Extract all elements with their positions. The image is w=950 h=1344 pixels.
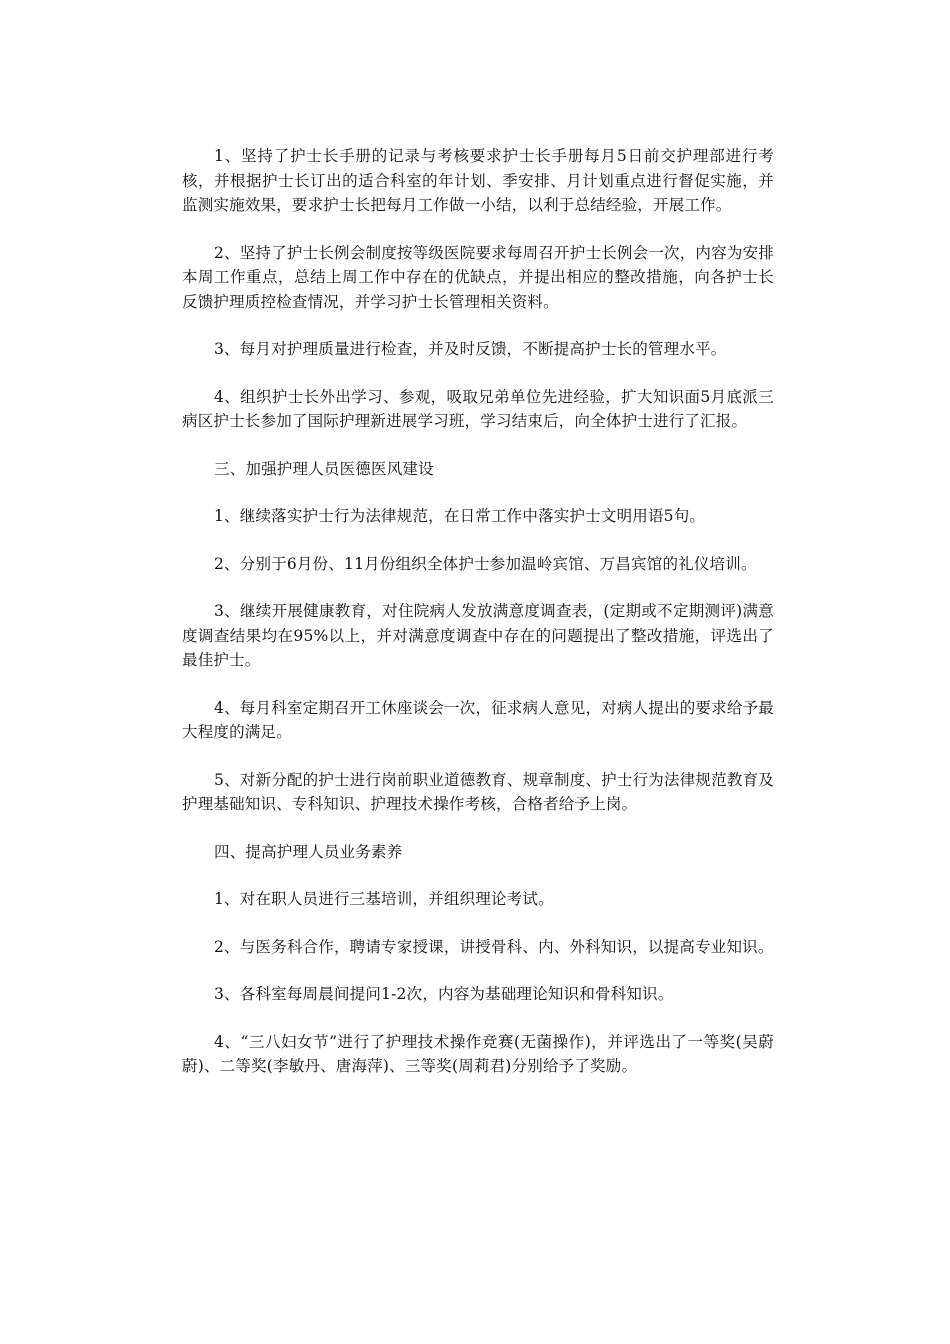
paragraph-1: 1、坚持了护士长手册的记录与考核要求护士长手册每月5日前交护理部进行考核，并根据护士长订出的适合科室的年计划、季安排、月计划重点进行督促实施，并监测实施效果，要求护士长把每月工作做一小结，以利于总结经验，开展工作。 — [182, 147, 774, 214]
paragraph-11: 2、与医务科合作，聘请专家授课，讲授骨科、内、外科知识，以提高专业知识。 — [214, 937, 774, 956]
paragraph-5: 1、继续落实护士行为法律规范，在日常工作中落实护士文明用语5句。 — [214, 507, 706, 525]
paragraph-3: 3、每月对护理质量进行检查，并及时反馈，不断提高护士长的管理水平。 — [214, 340, 727, 358]
paragraph-12: 3、各科室每周晨间提问1-2次，内容为基础理论知识和骨科知识。 — [214, 985, 674, 1003]
section-heading-3: 三、加强护理人员医德医风建设 — [214, 459, 434, 478]
paragraph-9: 5、对新分配的护士进行岗前职业道德教育、规章制度、护士行为法律规范教育及护理基础知识、专科知识、护理技术操作考核，合格者给予上岗。 — [182, 770, 774, 813]
paragraph-8: 4、每月科室定期召开工休座谈会一次，征求病人意见，对病人提出的要求给予最大程度的满足。 — [182, 698, 774, 741]
paragraph-7: 3、继续开展健康教育，对住院病人发放满意度调查表，(定期或不定期测评)满意度调查结果均在95%以上，并对满意度调查中存在的问题提出了整改措施，评选出了最佳护士。 — [182, 602, 774, 669]
paragraph-6: 2、分别于6月份、11月份组织全体护士参加温岭宾馆、万昌宾馆的礼仪培训。 — [214, 554, 757, 573]
paragraph-2: 2、坚持了护士长例会制度按等级医院要求每周召开护士长例会一次，内容为安排本周工作重点，总结上周工作中存在的优缺点，并提出相应的整改措施，向各护士长反馈护理质控检查情况，并学习护士长管理相关资料。 — [182, 243, 774, 311]
paragraph-13: 4、“三八妇女节”进行了护理技术操作竞赛(无菌操作)，并评选出了一等奖(吴蔚蔚)、二等奖(李敏丹、唐海萍)、三等奖(周莉君)分别给予了奖励。 — [182, 1032, 774, 1075]
section-heading-4: 四、提高护理人员业务素养 — [214, 842, 403, 861]
paragraph-4: 4、组织护士长外出学习、参观，吸取兄弟单位先进经验，扩大知识面5月底派三病区护士长参加了国际护理新进展学习班，学习结束后，向全体护士进行了汇报。 — [182, 387, 774, 430]
paragraph-10: 1、对在职人员进行三基培训，并组织理论考试。 — [214, 890, 554, 908]
document-page — [182, 144, 774, 1102]
